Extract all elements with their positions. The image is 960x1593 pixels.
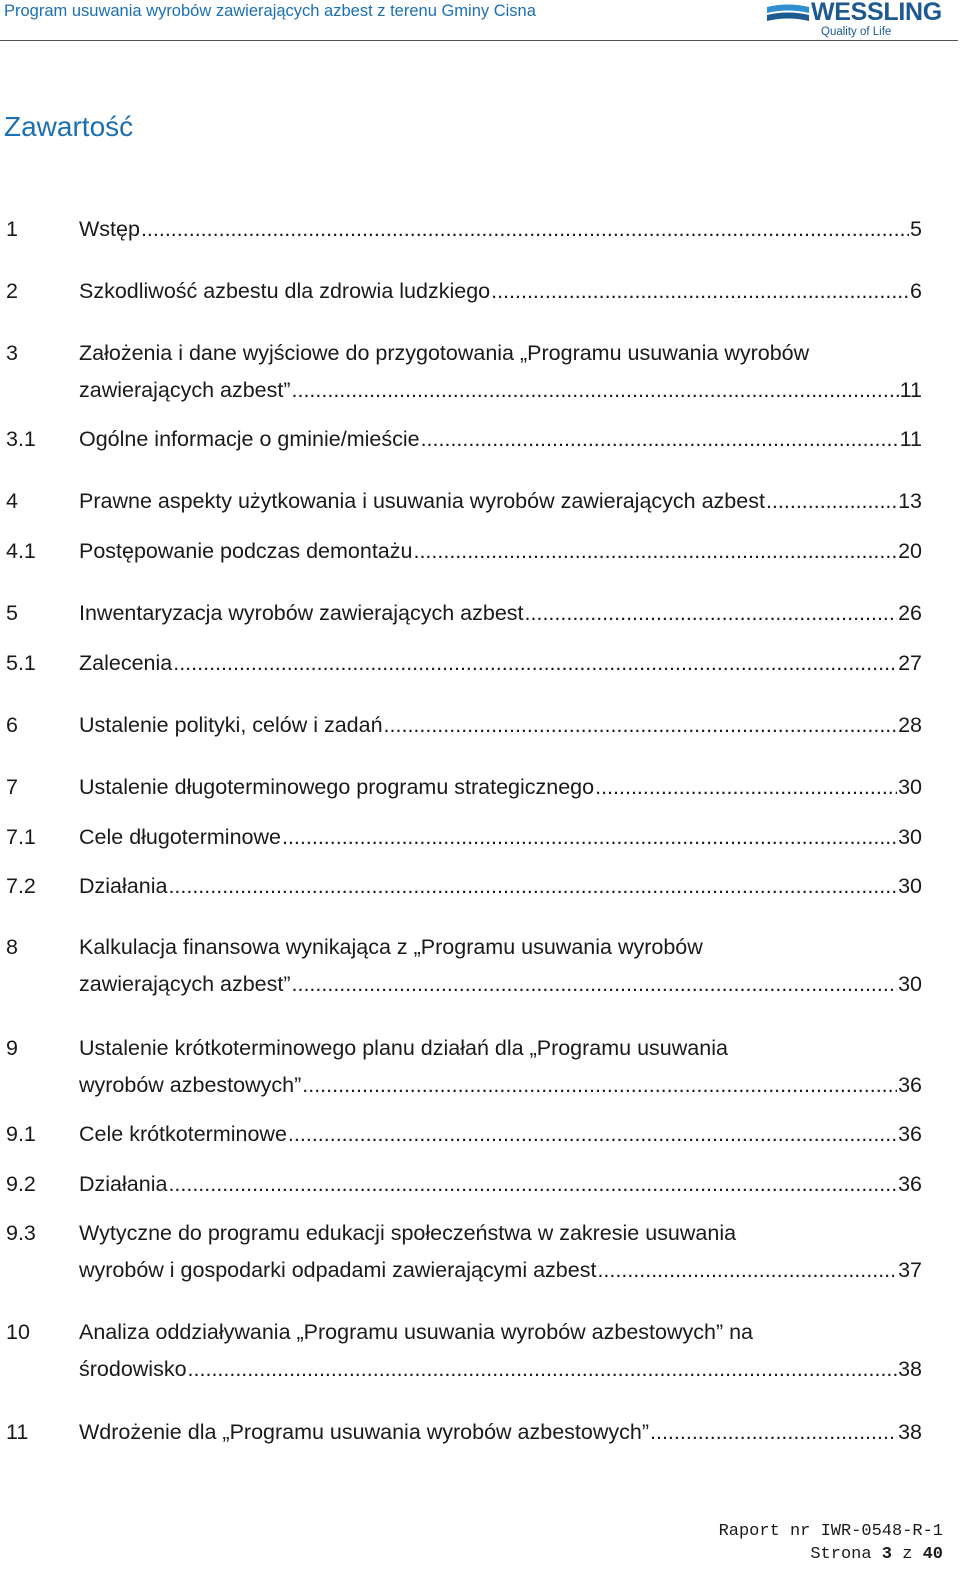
toc-entry-number: 5.1 — [6, 651, 36, 675]
toc-entry-title: Kalkulacja finansowa wynikająca z „Programu usuwania wyrobów — [79, 935, 703, 959]
toc-dot-leader — [302, 1066, 897, 1104]
toc-entry-title: Cele długoterminowe — [79, 825, 281, 849]
toc-entry-page: 6 — [910, 279, 922, 303]
toc-entry-page: 20 — [898, 539, 922, 563]
toc-entry-title: Inwentaryzacja wyrobów zawierających azbest — [79, 601, 524, 625]
toc-entry-title: Postępowanie podczas demontażu — [79, 539, 413, 563]
toc-dot-leader — [491, 272, 909, 310]
toc-entry-line — [79, 818, 922, 856]
toc-entry-title: Działania — [79, 1172, 168, 1196]
toc-entry-number: 3 — [6, 341, 18, 365]
toc-entry-line — [79, 867, 922, 905]
toc-entry-number: 3.1 — [6, 427, 36, 451]
toc-entry-title: wyrobów azbestowych” — [79, 1073, 302, 1097]
toc-entry-title: Szkodliwość azbestu dla zdrowia ludzkiego — [79, 279, 491, 303]
toc-entry-line — [79, 768, 922, 806]
toc-entry-number: 6 — [6, 713, 18, 737]
toc-dot-leader — [292, 965, 898, 1003]
toc-entry-line — [79, 1214, 922, 1252]
toc-entry-number: 7.2 — [6, 874, 36, 898]
logo-tagline: Quality of Life — [821, 26, 892, 38]
page-header — [0, 0, 960, 44]
toc-entry-page: 36 — [898, 1122, 922, 1146]
toc-entry-number: 11 — [6, 1420, 29, 1444]
toc-entry-title: Zalecenia — [79, 651, 173, 675]
toc-heading: Zawartość — [4, 111, 134, 142]
page-current: 3 — [881, 1545, 892, 1564]
toc-entry-title: Ustalenie krótkoterminowego planu działań dla „Programu usuwania — [79, 1036, 728, 1060]
toc-entry-page: 26 — [898, 601, 922, 625]
toc-dot-leader — [650, 1413, 897, 1451]
toc-entry-page: 30 — [898, 972, 922, 996]
toc-entry-line — [79, 644, 922, 682]
toc-entry-line — [79, 706, 922, 744]
toc-entry-title: środowisko — [79, 1357, 187, 1381]
toc-entry-title: Działania — [79, 874, 168, 898]
toc-entry-number: 9.2 — [6, 1172, 36, 1196]
toc-entry-number: 4 — [6, 489, 18, 513]
toc-entry-line — [79, 1115, 922, 1153]
toc-entry-page: 11 — [899, 427, 922, 451]
toc-entry-title: zawierających azbest” — [79, 972, 291, 996]
toc-dot-leader — [597, 1251, 897, 1289]
toc-dot-leader — [141, 210, 909, 248]
toc-entry-line — [79, 1251, 922, 1289]
toc-entry-line — [79, 928, 922, 966]
page-prefix: Strona — [810, 1545, 872, 1564]
toc-entry-line — [79, 1029, 922, 1067]
toc-entry-line — [79, 1350, 922, 1388]
report-number: Raport nr IWR-0548-R-1 — [718, 1522, 943, 1541]
toc-entry-page: 13 — [898, 489, 922, 513]
toc-dot-leader — [173, 644, 897, 682]
toc-entry-line — [79, 965, 922, 1003]
page-separator: z — [902, 1545, 913, 1564]
toc-dot-leader — [413, 532, 897, 570]
toc-dot-leader — [168, 1165, 897, 1203]
document-title: Program usuwania wyrobów zawierających azbest z terenu Gminy Cisna — [4, 2, 536, 20]
toc-entry-page: 38 — [898, 1420, 922, 1444]
toc-entry-number: 9 — [6, 1036, 18, 1060]
toc-entry-page: 36 — [898, 1172, 922, 1196]
toc-entry-title: Cele krótkoterminowe — [79, 1122, 287, 1146]
toc-entry-line — [79, 1313, 922, 1351]
toc-entry-number: 2 — [6, 279, 18, 303]
wessling-logo-mark-icon — [767, 4, 809, 24]
toc-dot-leader — [766, 482, 897, 520]
toc-entry-page: 11 — [899, 378, 922, 402]
toc-entry-title: Założenia i dane wyjściowe do przygotowania „Programu usuwania wyrobów — [79, 341, 810, 365]
toc-dot-leader — [595, 768, 897, 806]
toc-entry-number: 9.3 — [6, 1221, 36, 1245]
toc-entry-title: Ogólne informacje o gminie/mieście — [79, 427, 420, 451]
toc-entry-number: 10 — [6, 1320, 30, 1344]
toc-entry-line — [79, 334, 922, 372]
toc-dot-leader — [384, 706, 898, 744]
toc-entry-line — [79, 532, 922, 570]
page-total: 40 — [922, 1545, 943, 1564]
logo-wordmark: WESSLING — [811, 0, 942, 26]
toc-entry-number: 7.1 — [6, 825, 36, 849]
toc-entry-line — [79, 1165, 922, 1203]
toc-entry-page: 37 — [898, 1258, 922, 1282]
toc-dot-leader — [282, 818, 897, 856]
toc-entry-page: 30 — [898, 874, 922, 898]
toc-entry-number: 5 — [6, 601, 18, 625]
toc-dot-leader — [188, 1350, 898, 1388]
toc-entry-line — [79, 371, 922, 409]
toc-entry-line — [79, 210, 922, 248]
toc-dot-leader — [168, 867, 897, 905]
toc-entry-number: 4.1 — [6, 539, 36, 563]
toc-entry-title: Ustalenie polityki, celów i zadań — [79, 713, 383, 737]
toc-dot-leader — [292, 371, 899, 409]
toc-dot-leader — [421, 420, 899, 458]
toc-entry-line — [79, 594, 922, 632]
toc-entry-page: 27 — [898, 651, 922, 675]
toc-entry-title: Ustalenie długoterminowego programu strategicznego — [79, 775, 595, 799]
toc-entry-title: Analiza oddziaływania „Programu usuwania wyrobów azbestowych” na — [79, 1320, 754, 1344]
toc-entry-line — [79, 482, 922, 520]
toc-entry-line — [79, 1413, 922, 1451]
toc-entry-title: wyrobów i gospodarki odpadami zawierającymi azbest — [79, 1258, 597, 1282]
toc-entry-line — [79, 1066, 922, 1104]
toc-entry-line — [79, 420, 922, 458]
page-indicator — [810, 1545, 943, 1564]
toc-entry-page: 5 — [910, 217, 922, 241]
header-divider — [0, 40, 958, 41]
toc-entry-number: 8 — [6, 935, 18, 959]
toc-entry-title: Wdrożenie dla „Programu usuwania wyrobów azbestowych” — [79, 1420, 650, 1444]
toc-entry-page: 36 — [898, 1073, 922, 1097]
toc-entry-page: 30 — [898, 775, 922, 799]
toc-entry-title: Wytyczne do programu edukacji społeczeństwa w zakresie usuwania — [79, 1221, 737, 1245]
toc-entry-number: 1 — [6, 217, 18, 241]
wessling-logo — [767, 2, 957, 40]
toc-dot-leader — [525, 594, 898, 632]
toc-dot-leader — [288, 1115, 897, 1153]
toc-entry-title: zawierających azbest” — [79, 378, 291, 402]
toc-entry-page: 30 — [898, 825, 922, 849]
toc-entry-page: 38 — [898, 1357, 922, 1381]
toc-entry-title: Prawne aspekty użytkowania i usuwania wyrobów zawierających azbest — [79, 489, 765, 513]
toc-entry-number: 9.1 — [6, 1122, 36, 1146]
toc-entry-number: 7 — [6, 775, 18, 799]
toc-entry-page: 28 — [898, 713, 922, 737]
toc-entry-line — [79, 272, 922, 310]
toc-entry-title: Wstęp — [79, 217, 140, 241]
